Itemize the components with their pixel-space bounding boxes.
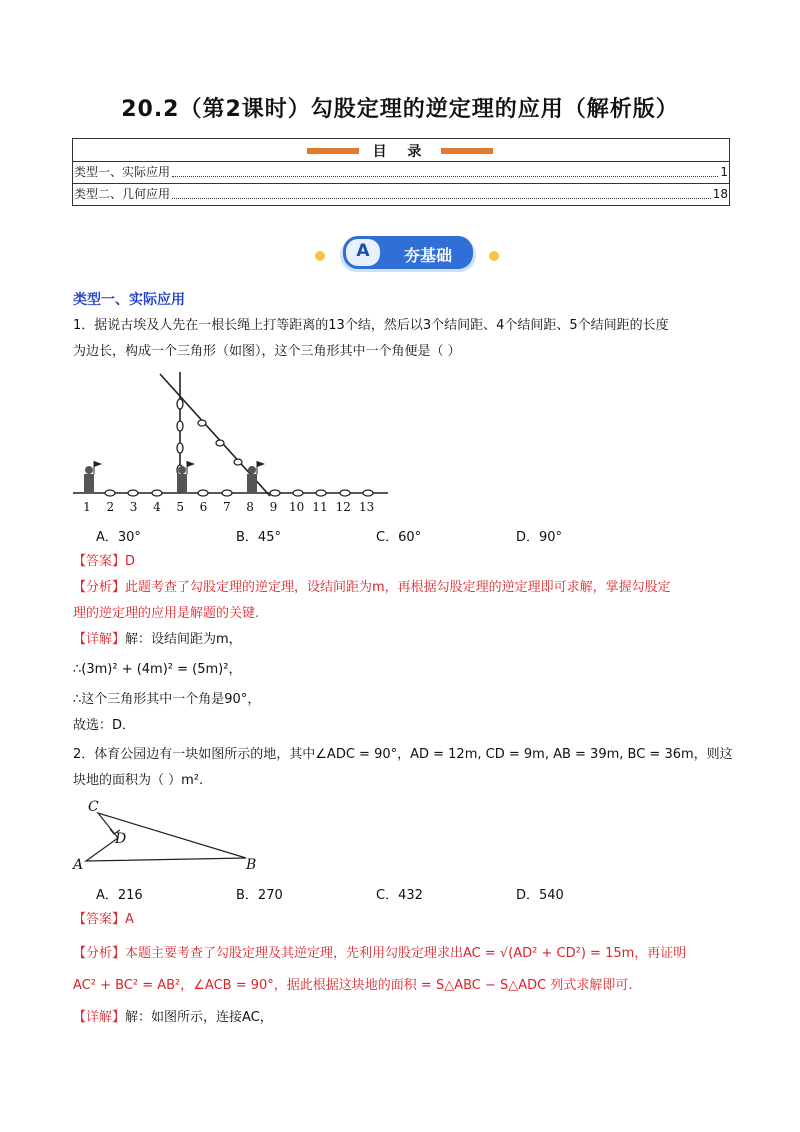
toc-item-label: 类型一、实际应用: [74, 165, 171, 179]
ruler-label: 1: [83, 500, 91, 514]
rope-knot-figure: [70, 366, 400, 516]
page-title: 20.2（第2课时）勾股定理的逆定理的应用（解析版）: [121, 97, 679, 122]
toc-leader: [172, 184, 711, 199]
q2-option-c[interactable]: C．432: [376, 888, 423, 903]
q2-analysis-line1: 本题主要考查了勾股定理及其逆定理，先利用勾股定理求出AC = √(AD² + CD²) = 15m，再证明: [125, 946, 687, 961]
q2-detail-line: 解：如图所示，连接AC，: [125, 1010, 273, 1025]
table-of-contents: [72, 138, 730, 206]
q2-option-d[interactable]: D．540: [516, 888, 564, 903]
ruler-label: 2: [106, 500, 115, 514]
banner-text: 夯基础: [403, 246, 452, 265]
quadrilateral-figure: [70, 798, 270, 876]
q1-conclusion: ∴这个三角形其中一个角是90°，: [73, 692, 261, 707]
q1-option-a[interactable]: A．30°: [96, 530, 141, 545]
ruler-label: 3: [129, 500, 138, 514]
q1-option-c[interactable]: C．60°: [376, 530, 422, 545]
label-b: B: [246, 857, 257, 873]
q1-detail-line: 解：设结间距为m，: [125, 632, 242, 647]
section-heading: 类型一、实际应用: [73, 292, 185, 308]
toc-heading: 目 录: [372, 144, 430, 160]
q2-detail-tag: 【详解】: [73, 1010, 126, 1025]
q1-line2: 为边长，构成一个三角形（如图），这个三角形其中一个角便是（ ）: [73, 344, 461, 359]
toc-item[interactable]: [73, 184, 729, 205]
q1-option-b[interactable]: B．45°: [236, 530, 281, 545]
ruler-label: 6: [199, 500, 208, 514]
q1-detail-tag: 【详解】: [73, 632, 126, 647]
ruler-label: 4: [153, 500, 161, 514]
q2-line2: 块地的面积为（ ）m².: [73, 773, 204, 788]
label-a: A: [73, 857, 84, 873]
ruler-label: 5: [176, 500, 185, 514]
ruler-label: 9: [269, 500, 278, 514]
q2-analysis-tag: 【分析】: [73, 946, 126, 961]
ruler-label: 7: [222, 500, 231, 514]
q2-options: [96, 884, 656, 903]
q2-solution: [73, 907, 748, 1031]
toc-item-page: 18: [712, 187, 728, 201]
label-c: C: [88, 799, 99, 815]
toc-item[interactable]: [73, 162, 729, 184]
q1-option-d[interactable]: D．90°: [516, 530, 563, 545]
q2-text: [73, 742, 743, 794]
q2-answer: 【答案】A: [73, 912, 134, 927]
q1-text: [73, 313, 733, 365]
q1-analysis-line1: 此题考查了勾股定理的逆定理，设结间距为m，再根据勾股定理的逆定理即可求解，掌握勾股定: [125, 580, 671, 595]
q1-equation: ∴(3m)² + (4m)² = (5m)²，: [73, 662, 242, 677]
q2-line1: 2．体育公园边有一块如图所示的地，其中∠ADC = 90°，AD = 12m, CD = 9m, AB = 39m, BC = 36m，则这: [73, 747, 733, 762]
q2-option-a[interactable]: A．216: [96, 888, 143, 903]
q1-answer: 【答案】D: [73, 554, 136, 569]
ruler-label: 13: [358, 500, 375, 514]
q2-option-b[interactable]: B．270: [236, 888, 283, 903]
ruler-label: 10: [289, 500, 305, 514]
toc-item-page: 1: [720, 165, 728, 179]
toc-leader: [172, 162, 718, 177]
q1-choose: 故选：D．: [73, 718, 136, 733]
q1-solution: [73, 549, 743, 739]
banner-letter: A: [356, 241, 370, 261]
toc-header: [73, 139, 729, 162]
q1-line1: 1．据说古埃及人先在一根长绳上打等距离的13个结，然后以3个结间距、4个结间距、5个结间距的长度: [73, 318, 669, 333]
toc-item-label: 类型二、几何应用: [74, 187, 171, 201]
ruler-label: 8: [246, 500, 254, 514]
q1-analysis-tag: 【分析】: [73, 580, 126, 595]
ruler-label: 11: [312, 500, 328, 514]
label-d: D: [115, 831, 127, 847]
ruler-label: 12: [335, 500, 351, 514]
section-banner: [0, 232, 800, 276]
q2-analysis-line2: AC² + BC² = AB²，∠ACB = 90°，据此根据这块地的面积 = S△ABC − S△ADC 列式求解即可.: [73, 978, 633, 993]
q1-analysis-line2: 理的逆定理的应用是解题的关键.: [73, 606, 260, 621]
q1-options: [96, 526, 656, 545]
